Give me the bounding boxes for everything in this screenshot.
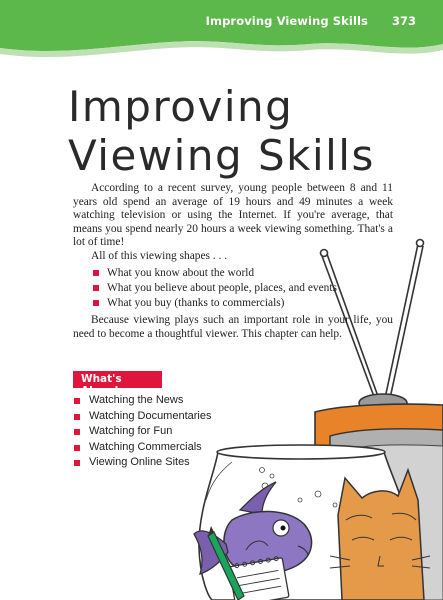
chapter-title-line-1: Improving [68, 82, 294, 131]
intro-text [73, 182, 393, 341]
intro-paragraph: According to a recent survey, young people between 8 and 11 years old spend an average of 19 hours and 49 minutes a week watching television or using the Internet. If you're average, that means you spend nearly 20 hours a week viewing something. That's a lot of time! [73, 182, 393, 248]
list-item: Watching the News [73, 393, 211, 409]
lead-in-paragraph: All of this viewing shapes . . . [91, 249, 228, 262]
list-item: What you buy (thanks to commercials) [93, 296, 393, 311]
whats-ahead-label [73, 371, 162, 397]
chapter-title-line-2: Viewing Skills [68, 131, 375, 180]
list-item: Watching for Fun [73, 424, 211, 440]
running-head: Improving Viewing Skills [205, 14, 368, 28]
list-item: Watching Documentaries [73, 409, 211, 425]
page-number: 373 [391, 14, 416, 28]
viewing-effects-list [93, 266, 393, 311]
list-item: Watching Commercials [73, 440, 211, 456]
closing-paragraph: Because viewing plays such an important role in your life, you need to become a thoughtful viewer. This chapter can help. [73, 314, 393, 340]
whats-ahead-title: What's Ahead [81, 373, 122, 397]
list-item: What you know about the world [93, 266, 393, 281]
whats-ahead-list [73, 393, 211, 471]
list-item: What you believe about people, places, and events [93, 281, 393, 296]
list-item: Viewing Online Sites [73, 455, 211, 471]
